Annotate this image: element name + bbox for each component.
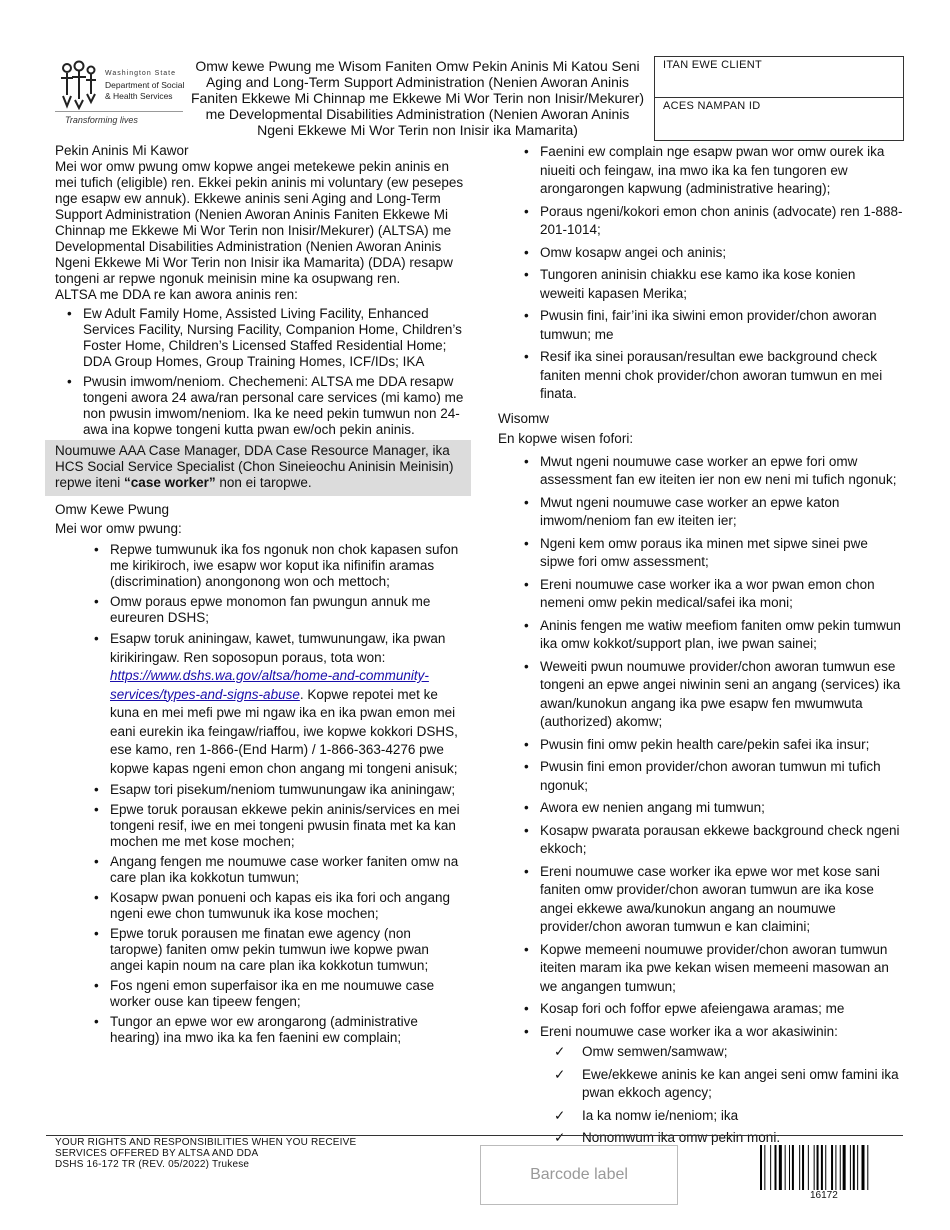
list-item: • Epwe toruk porausen me finatan ewe agency (non taropwe) faniten omw pekin tumwun iwe kopwe pwan angei kapin noum na care plan ika kokkotun tumwun; (92, 926, 465, 974)
list-item: • Weweiti pwun noumuwe provider/chon aworan tumwun ese tongeni an epwe angei niwinin seni an angang (services) ika awan/kunokun angang ika pwe esapw fen mwumwuta (authorized) akomw; (522, 658, 903, 732)
list-item: • Kosapw pwan ponueni och kapas eis ika fori och angang ngeni ewe chon tumwunuk ika kose mochen; (92, 890, 465, 922)
footer-divider (46, 1135, 903, 1136)
list-item: • Mwut ngeni noumuwe case worker an epwe katon imwom/neniom fan ew iteiten ier; (522, 494, 903, 531)
services-list-intro: ALTSA me DDA re kan awora aninis ren: (55, 287, 298, 302)
services-intro-text: Mei wor omw pwung omw kopwe angei metekewe pekin aninis en mei tufich (eligible) ren. Ekkei pekin aninis mi voluntary (ew pesepes nge esapw ew annuk). Ekkewe aninis seni Aging and Long-Term Support Administration (Nenien Aworan Aninis Faniten Ekkewe Mi Chinnap me Ekkewe Mi Wor Terin non Inisir/Mekurer) (ALTSA) me Developmental Disabilities Administration (Nenien Aworan Aninis Ngeni Ekkewe Mi Wor Terin non Inisir ika Mamarita) (DDA) resapw tongeni ar repwe ngonuk meinisin mine ka osupwang ren. (55, 159, 464, 286)
services-heading: Pekin Aninis Mi Kawor (55, 143, 189, 158)
list-item: • Epwe toruk porausan ekkewe pekin aninis/services en mei tongeni resif, iwe en mei tongeni pwusin finata met ka kan mochen me met kose mochen; (92, 802, 465, 850)
barcode-icon (760, 1145, 900, 1190)
check-item: ✓ Ewe/ekkewe aninis ke kan angei seni omw famini ika pwan ekkoch agency; (550, 1066, 903, 1103)
list-item: • Ngeni kem omw poraus ika minen met sipwe sinei pwe sipwe fori omw assessment; (522, 535, 903, 572)
list-item: • Ew Adult Family Home, Assisted Living Facility, Enhanced Services Facility, Nursing Facility, Companion Home, Children’s Foster Home, Children’s Licensed Staffed Residential Home; DDA Group Homes, Group Training Homes, ICF/IDs; IKA (65, 306, 465, 370)
client-name-label: ITAN EWE CLIENT (663, 59, 763, 71)
rights-list (92, 542, 465, 1046)
family-figures-icon (55, 60, 101, 110)
list-item: • Pwusin fini, fair’ini ika siwini emon provider/chon aworan tumwun; me (522, 307, 903, 344)
list-item: • Resif ika sinei porausan/resultan ewe background check faniten menni chok provider/chon aworan tumwun en mei finata. (522, 348, 903, 404)
list-item: • Esapw tori pisekum/neniom tumwunungaw ika aniningaw; (92, 782, 465, 798)
changes-checklist (550, 1043, 903, 1148)
logo-state: Washington State (105, 70, 176, 77)
list-item: • Pwusin fini omw pekin health care/pekin safei ika insur; (522, 736, 903, 755)
footer-form-info: YOUR RIGHTS AND RESPONSIBILITIES WHEN YOU RECEIVE SERVICES OFFERED BY ALTSA AND DDA DSHS 16-172 TR (REV. 05/2022) Trukese (55, 1137, 357, 1170)
list-item: • Awora ew nenien angang mi tumwun; (522, 799, 903, 818)
list-item: • Omw kosapw angei och aninis; (522, 244, 903, 263)
list-item: • Aninis fengen me watiw meefiom faniten omw pekin tumwun ika omw kokkot/support plan, iwe pwan sainei; (522, 617, 903, 654)
logo-tagline: Transforming lives (65, 115, 138, 125)
list-item: • Ereni noumuwe case worker ika epwe wor met kose sani faniten omw provider/chon aworan tumwun are ika kose angei ekkewe awa/kunokun angang an noumuwe provider/chon aworan tumwun e kan claimini; (522, 863, 903, 937)
responsibilities-heading: Wisomw (498, 410, 549, 426)
list-item: • Pwusin imwom/neniom. Chechemeni: ALTSA me DDA resapw tongeni awora 24 awa/ran personal care services (mi kamo) me non pwusin imwom/neniom. Ika ke need pekin tumwun non 24-awa ina kopwe tongeni kutta pwan ew/och pekin aninis. (65, 374, 465, 438)
list-item: • Fos ngeni emon superfaisor ika en me noumuwe case worker ouse kan tipeew fengen; (92, 978, 465, 1010)
list-item: • Omw poraus epwe monomon fan pwungun annuk me eureuren DSHS; (92, 594, 465, 626)
abuse-info-link[interactable]: https://www.dshs.wa.gov/altsa/home-and-community-services/types-and-signs-abuse (110, 668, 429, 702)
left-column (55, 143, 465, 1046)
list-item: • Angang fengen me noumuwe case worker faniten omw na care plan ika kokkotun tumwun; (92, 854, 465, 886)
dshs-logo (55, 60, 185, 128)
list-item: • Ereni noumuwe case worker ika a wor pwan emon chon nemeni omw pekin medical/safei ika moni; (522, 576, 903, 613)
rights-intro: Mei wor omw pwung: (55, 521, 182, 536)
list-item: • Pwusin fini emon provider/chon aworan tumwun mi tufich ngonuk; (522, 758, 903, 795)
aces-id-field[interactable] (655, 98, 903, 139)
form-title: Omw kewe Pwung me Wisom Faniten Omw Pekin Aninis Mi Katou Seni Aging and Long-Term Support Administration (Nenien Aworan Aninis Faniten Ekkewe Mi Chinnap me Ekkewe Mi Wor Terin non Inisir/Mekurer) me Developmental Disabilities Administration (Nenien Aworan Aninis Ngeni Ekkewe Mi Wor Terin non Inisir ika Mamarita) (190, 58, 645, 138)
responsibilities-list (522, 453, 903, 1042)
logo-department: Department of Social & Health Services (105, 80, 185, 101)
check-item: ✓ Nonomwum ika omw pekin moni. (550, 1129, 903, 1148)
check-item: ✓ Ia ka nomw ie/neniom; ika (550, 1107, 903, 1126)
case-worker-note: Noumuwe AAA Case Manager, DDA Case Resource Manager, ika HCS Social Service Specialist (Chon Sineieochu Aninisin Meinisin) repwe iteni “case worker” non ei taropwe. (45, 440, 471, 496)
aces-id-label: ACES NAMPAN ID (663, 100, 761, 112)
list-item-abuse: • Esapw toruk aniningaw, kawet, tumwunungaw, ika pwan kirikiringaw. Ren soposopun poraus, tota won: https://www.dshs.wa.gov/altsa/home-and-community-services/types-and-signs-abuse. Kopwe repotei met ke kuna en mei mefi pwe mi ngaw ika en ika pwan emon mei eani eurekin ika feingaw/riaffou, iwe kopwe kokkori DSHS, ese kamo, ren 1-866-(End Harm) / 1-866-363-4276 pwe kopwe kapas ngeni emon chon angang mi tongeni anisuk; (92, 630, 465, 778)
check-item: ✓ Omw semwen/samwaw; (550, 1043, 903, 1062)
list-item: • Repwe tumwunuk ika fos ngonuk non chok kapasen sufon me kirikiroch, iwe esapw wor koput ika nifinifin aramas (discrimination) anongonong won och mettoch; (92, 542, 465, 590)
list-item: • Tungoren aninisin chiakku ese kamo ika kose konien weweiti kapasen Merika; (522, 266, 903, 303)
client-info-box (654, 56, 904, 141)
rights-heading: Omw Kewe Pwung (55, 502, 170, 517)
right-column (498, 143, 903, 1152)
list-item: • Kopwe memeeni noumuwe provider/chon aworan tumwun iteiten maram ika pwe kekan wisen memeeni masowan an we angangen tumwun; (522, 941, 903, 997)
barcode-number: 16172 (810, 1190, 838, 1201)
list-item: • Kosapw pwarata porausan ekkewe background check ngeni ekkoch; (522, 822, 903, 859)
list-item: • Poraus ngeni/kokori emon chon aninis (advocate) ren 1-888-201-1014; (522, 203, 903, 240)
services-list (65, 306, 465, 438)
rights-list-continued (522, 143, 903, 404)
list-item: • Faenini ew complain nge esapw pwan wor omw ourek ika niueiti och feingaw, ina mwo ika ka fen tungoren ew arongarongen kapwung (administrative hearing); (522, 143, 903, 199)
responsibilities-intro: En kopwe wisen fofori: (498, 431, 634, 446)
list-item: • Mwut ngeni noumuwe case worker an epwe fori omw assessment fan ew iteiten ier non ew neni mi tufich ngonuk; (522, 453, 903, 490)
list-item: • Tungor an epwe wor ew arongarong (administrative hearing) ina mwo ika ka fen faenini ew complain; (92, 1014, 465, 1046)
barcode-label-box: Barcode label (480, 1145, 678, 1205)
list-item: • Kosap fori och foffor epwe afeiengawa aramas; me (522, 1000, 903, 1019)
list-item: • Ereni noumuwe case worker ika a wor akasiwinin: (522, 1023, 903, 1042)
client-name-field[interactable] (655, 57, 903, 98)
